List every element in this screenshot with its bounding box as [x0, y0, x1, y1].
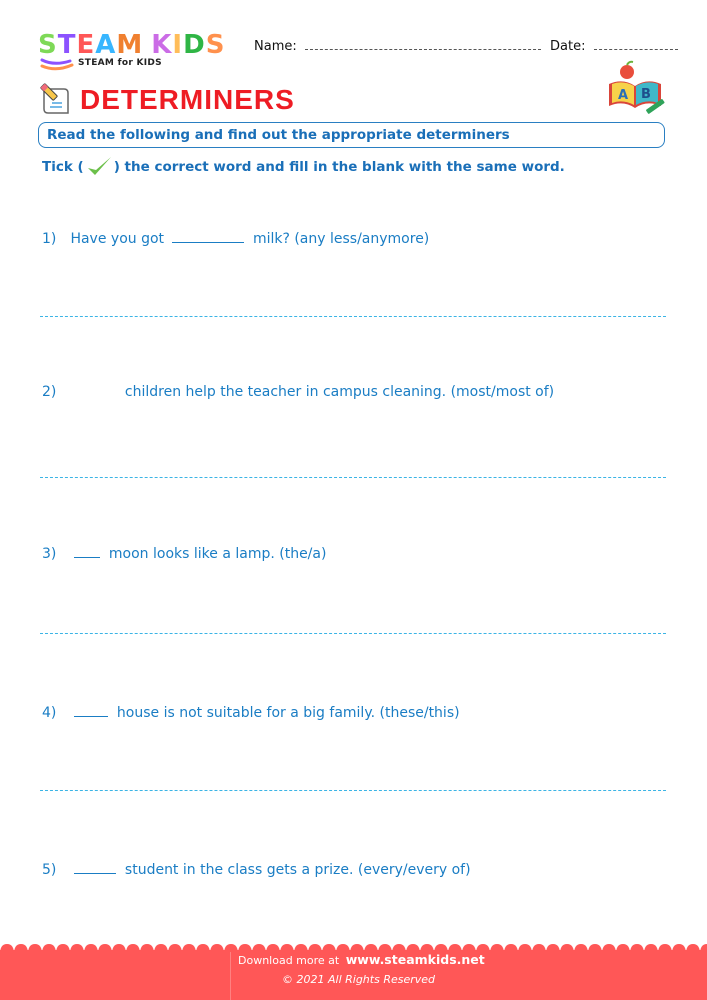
name-field[interactable] [254, 39, 541, 54]
footer-download-text: Download more at [238, 954, 340, 967]
question-2 [42, 384, 554, 400]
footer-divider [230, 952, 231, 1000]
question-number: 5) [42, 862, 57, 878]
logo-letter: M [116, 30, 144, 60]
footer [0, 940, 707, 1000]
question-number: 3) [42, 546, 57, 562]
question-text-after: moon looks like a lamp. (the/a) [108, 546, 327, 562]
steam-kids-logo [38, 30, 238, 72]
logo-letter: E [76, 30, 96, 60]
worksheet-title-row [38, 80, 295, 120]
footer-download [238, 952, 485, 967]
page-title: DETERMINERS [80, 84, 295, 115]
question-text-after: house is not suitable for a big family. (these/this) [116, 705, 460, 721]
answer-blank[interactable] [74, 862, 116, 874]
logo-letter: D [183, 30, 206, 60]
logo-letter: S [38, 30, 58, 60]
footer-copyright: © 2021 All Rights Reserved [282, 973, 436, 986]
question-1 [42, 231, 429, 247]
logo-letter: A [95, 30, 117, 60]
svg-text:B: B [641, 87, 651, 102]
date-label: Date: [550, 39, 586, 54]
question-4 [42, 705, 460, 721]
date-field[interactable] [550, 39, 678, 54]
answer-line-1[interactable] [40, 316, 666, 317]
instruction-text: Read the following and find out the appropriate determiners [47, 127, 510, 143]
answer-line-3[interactable] [40, 633, 666, 634]
name-label: Name: [254, 39, 297, 54]
abc-book-apple-icon [605, 60, 667, 116]
question-number: 4) [42, 705, 57, 721]
logo-letter: T [57, 30, 77, 60]
question-text-after: milk? (any less/anymore) [252, 231, 430, 247]
logo-letter: S [205, 30, 226, 60]
logo-swoosh-icon [40, 58, 76, 72]
answer-blank[interactable] [74, 546, 100, 558]
question-3 [42, 546, 326, 562]
logo-letter: K [151, 30, 173, 60]
answer-blank[interactable] [172, 231, 244, 243]
logo-tagline: STEAM for KIDS [78, 58, 162, 68]
footer-url-link[interactable]: www.steamkids.net [345, 952, 485, 967]
green-checkmark-icon [85, 155, 113, 179]
answer-blank[interactable] [74, 705, 108, 717]
question-text-after: student in the class gets a prize. (every/every of) [124, 862, 471, 878]
tick-instruction-prefix: Tick ( [42, 159, 84, 175]
answer-line-4[interactable] [40, 790, 666, 791]
instruction-box [38, 122, 665, 148]
svg-text:A: A [618, 88, 629, 103]
logo-wordmark [38, 30, 225, 60]
question-5 [42, 862, 471, 878]
tick-instruction [42, 155, 565, 179]
question-text-before: Have you got [70, 231, 165, 247]
question-number: 1) [42, 231, 57, 247]
question-number: 2) [42, 384, 57, 400]
tick-instruction-suffix: ) the correct word and fill in the blank with the same word. [113, 159, 565, 175]
name-blank-line[interactable] [305, 40, 541, 50]
pencil-paper-icon [38, 83, 72, 117]
question-text-after: children help the teacher in campus cleaning. (most/most of) [124, 384, 555, 400]
logo-letter: I [172, 30, 184, 60]
answer-line-2[interactable] [40, 477, 666, 478]
date-blank-line[interactable] [594, 40, 678, 50]
